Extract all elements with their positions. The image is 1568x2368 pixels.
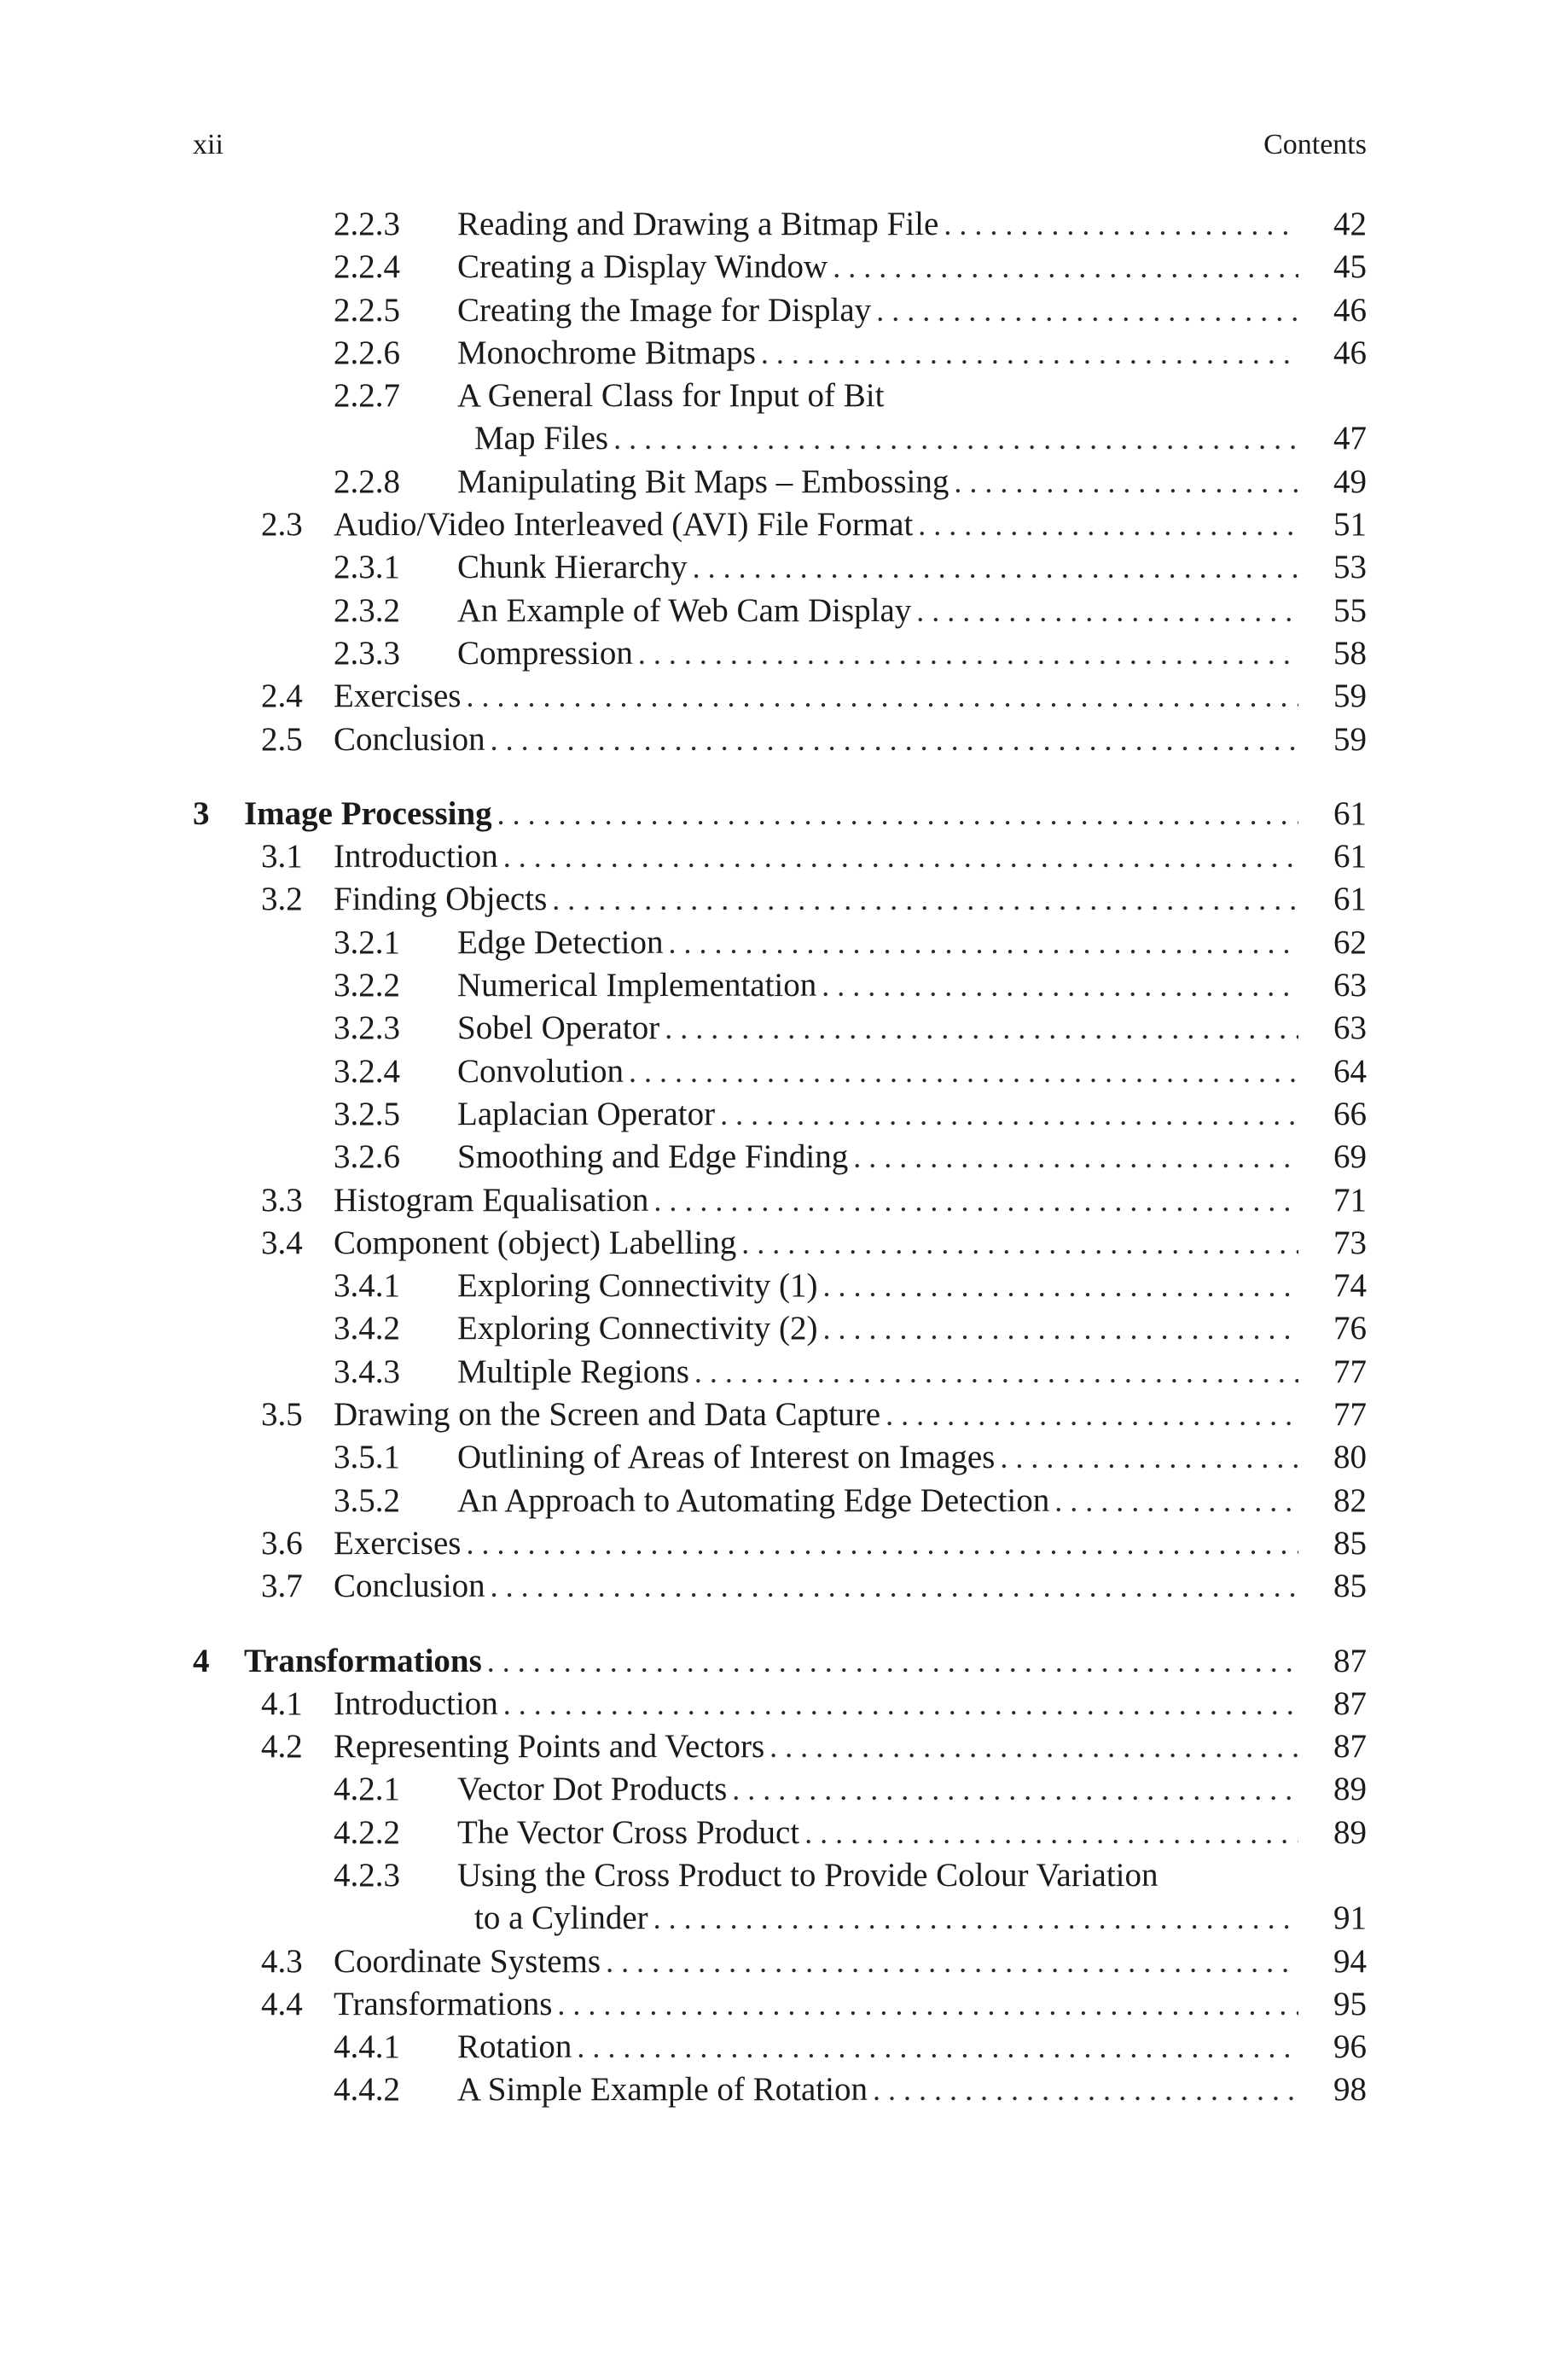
toc-entry-title: Chunk Hierarchy [457,549,688,586]
toc-entry-line [457,1093,1367,1136]
toc-entry-line [457,246,1367,288]
toc-entry-subsection [193,632,1367,675]
toc-entry-title: Audio/Video Interleaved (AVI) File Format [334,506,914,544]
dot-leader [741,1222,1298,1265]
table-of-contents [193,203,1367,2112]
toc-entry-section [193,1222,1367,1265]
toc-entry-number: 3.4.2 [334,1310,400,1347]
toc-entry-number: 4 [193,1642,210,1679]
toc-entry-number: 3.5.1 [334,1439,400,1476]
dot-leader [557,1983,1298,2026]
toc-entry-subsection [193,289,1367,332]
toc-entry-line [334,1725,1367,1768]
toc-entry-line [457,1307,1367,1350]
toc-entry-title: Map Files [474,420,609,457]
toc-entry-line [334,719,1367,761]
toc-entry-number: 2.3.3 [334,634,400,672]
toc-entry-title: Outlining of Areas of Interest on Images [457,1439,996,1476]
toc-entry-chapter [193,793,1367,835]
toc-entry-number: 3.2.3 [334,1009,400,1047]
toc-entry-page: 53 [1333,549,1367,586]
toc-entry-number: 3.4.3 [334,1353,400,1390]
toc-entry-line [457,1480,1367,1522]
toc-entry-continuation [193,417,1367,460]
toc-entry-number: 2.3.1 [334,549,400,586]
dot-leader [804,1812,1298,1854]
toc-entry-page: 87 [1333,1642,1367,1679]
toc-entry-subsection [193,2026,1367,2068]
toc-entry-title: Monochrome Bitmaps [457,334,756,371]
dot-leader [638,632,1298,675]
toc-entry-section [193,1565,1367,1608]
toc-entry-page: 64 [1333,1052,1367,1090]
toc-entry-title: Component (object) Labelling [334,1224,737,1261]
toc-entry-page: 85 [1333,1568,1367,1605]
toc-entry-number: 2.2.5 [334,291,400,329]
toc-entry-title: Representing Points and Vectors [334,1728,765,1766]
toc-entry-title: Numerical Implementation [457,967,817,1004]
toc-entry-page: 87 [1333,1728,1367,1766]
toc-entry-number: 4.3 [261,1942,303,1980]
toc-entry-title: Manipulating Bit Maps – Embossing [457,463,950,500]
toc-entry-number: 2.2.3 [334,206,400,242]
toc-entry-number: 3.6 [261,1524,303,1562]
toc-entry-page: 69 [1333,1138,1367,1176]
dot-leader [552,878,1298,921]
toc-entry-page: 91 [1333,1900,1367,1937]
toc-entry-subsection [193,375,1367,417]
toc-entry-page: 58 [1333,634,1367,672]
toc-entry-number: 3 [193,794,210,832]
toc-entry-number: 3.4.1 [334,1267,400,1305]
toc-entry-section [193,1940,1367,1983]
toc-entry-page: 96 [1333,2028,1367,2066]
toc-entry-subsection [193,1007,1367,1050]
toc-entry-number: 2.2.6 [334,334,400,371]
toc-entry-title: A General Class for Input of Bit [457,377,885,415]
running-head [193,126,1367,164]
toc-entry-page: 77 [1333,1353,1367,1390]
toc-entry-subsection [193,964,1367,1007]
toc-entry-page: 73 [1333,1224,1367,1261]
dot-leader [503,1683,1298,1725]
toc-entry-page: 62 [1333,923,1367,961]
dot-leader [822,964,1298,1007]
dot-leader [491,1565,1298,1608]
toc-entry-page: 63 [1333,1009,1367,1047]
toc-entry-line [334,1522,1367,1565]
toc-entry-page: 66 [1333,1095,1367,1132]
toc-entry-number: 3.7 [261,1568,303,1605]
toc-entry-page: 71 [1333,1181,1367,1219]
toc-entry-title: The Vector Cross Product [457,1813,800,1851]
dot-leader [720,1093,1298,1136]
toc-entry-title: Smoothing and Edge Finding [457,1138,849,1176]
running-title: Contents [1263,129,1367,160]
toc-entry-line [457,1436,1367,1479]
toc-entry-number: 4.2.1 [334,1771,400,1808]
toc-entry-line [457,1136,1367,1178]
toc-entry-section [193,1683,1367,1725]
toc-entry-title: Exercises [334,1524,462,1562]
dot-leader [873,2068,1298,2111]
toc-entry-number: 3.2 [261,881,303,918]
toc-entry-page: 82 [1333,1481,1367,1519]
toc-entry-number: 3.4 [261,1224,303,1261]
toc-entry-title: Transformations [244,1642,482,1679]
dot-leader [577,2026,1298,2068]
dot-leader [732,1768,1298,1811]
toc-entry-line [457,289,1367,332]
dot-leader [665,1007,1298,1050]
toc-entry-page: 49 [1333,463,1367,500]
toc-entry-number: 3.2.1 [334,923,400,961]
toc-entry-line [334,1683,1367,1725]
dot-leader [653,1897,1298,1940]
toc-entry-line [334,675,1367,718]
toc-entry-line [457,1812,1367,1854]
toc-entry-title: Sobel Operator [457,1009,660,1047]
toc-entry-line [244,1640,1367,1683]
toc-entry-title: Introduction [334,1684,498,1722]
toc-entry-line [334,878,1367,921]
toc-entry-subsection [193,1768,1367,1811]
toc-entry-number: 4.2.2 [334,1813,400,1851]
toc-entry-number: 4.4.2 [334,2071,400,2109]
toc-entry-title: Multiple Regions [457,1353,689,1390]
dot-leader [918,503,1298,546]
toc-entry-line [457,1854,1367,1897]
toc-entry-line [457,375,1367,417]
toc-entry-title: Finding Objects [334,881,548,918]
toc-entry-number: 3.5 [261,1396,303,1434]
toc-entry-line [457,632,1367,675]
toc-entry-number: 4.1 [261,1684,303,1722]
toc-entry-title: Rotation [457,2028,572,2066]
toc-entry-title: Creating the Image for Display [457,291,872,329]
toc-entry-number: 3.2.4 [334,1052,400,1090]
toc-entry-number: 2.3.2 [334,591,400,629]
toc-entry-line [334,1983,1367,2026]
toc-entry-subsection [193,546,1367,589]
toc-entry-title: An Example of Web Cam Display [457,591,912,629]
toc-entry-page: 61 [1333,881,1367,918]
toc-entry-page: 45 [1333,248,1367,286]
toc-entry-page: 46 [1333,291,1367,329]
toc-entry-page: 42 [1333,206,1367,242]
dot-leader [487,1640,1298,1683]
toc-entry-section [193,1393,1367,1436]
toc-entry-page: 74 [1333,1267,1367,1305]
toc-entry-section [193,1983,1367,2026]
toc-entry-title: Convolution [457,1052,624,1090]
toc-entry-subsection [193,2068,1367,2111]
toc-entry-page: 87 [1333,1684,1367,1722]
toc-entry-number: 4.2 [261,1728,303,1766]
toc-entry-title: Compression [457,634,633,672]
toc-entry-number: 2.2.7 [334,377,400,415]
toc-entry-line [334,1179,1367,1222]
toc-entry-title: An Approach to Automating Edge Detection [457,1481,1050,1519]
toc-entry-title: Histogram Equalisation [334,1181,649,1219]
toc-entry-title: Drawing on the Screen and Data Capture [334,1396,881,1434]
dot-leader [606,1940,1298,1983]
dot-leader [1054,1480,1298,1522]
toc-entry-number: 3.5.2 [334,1481,400,1519]
toc-entry-number: 2.4 [261,678,303,715]
toc-entry-subsection [193,922,1367,964]
toc-entry-number: 3.2.2 [334,967,400,1004]
dot-leader [466,1522,1298,1565]
toc-entry-subsection [193,1436,1367,1479]
dot-leader [853,1136,1298,1178]
toc-entry-page: 89 [1333,1813,1367,1851]
toc-entry-section [193,719,1367,761]
toc-entry-title: Creating a Display Window [457,248,828,286]
toc-entry-section [193,1725,1367,1768]
toc-entry-title: Transformations [334,1985,553,2022]
toc-entry-page: 61 [1333,794,1367,832]
toc-entry-title: Reading and Drawing a Bitmap File [457,206,939,242]
toc-entry-line [474,1897,1367,1940]
toc-entry-subsection [193,1307,1367,1350]
dot-leader [491,719,1298,761]
dot-leader [503,835,1298,878]
toc-entry-number: 3.2.6 [334,1138,400,1176]
toc-entry-section [193,675,1367,718]
toc-entry-page: 59 [1333,678,1367,715]
toc-entry-subsection [193,590,1367,632]
toc-entry-page: 47 [1333,420,1367,457]
dot-leader [822,1307,1298,1350]
toc-entry-title: Edge Detection [457,923,664,961]
toc-entry-page: 80 [1333,1439,1367,1476]
toc-entry-title: Exploring Connectivity (1) [457,1267,818,1305]
toc-entry-subsection [193,1093,1367,1136]
toc-entry-line [334,1565,1367,1608]
toc-entry-line [457,2026,1367,2068]
toc-entry-title: Laplacian Operator [457,1095,716,1132]
toc-entry-page: 76 [1333,1310,1367,1347]
toc-entry-page: 77 [1333,1396,1367,1434]
toc-entry-subsection [193,203,1367,246]
dot-leader [769,1725,1298,1768]
page-number: xii [193,129,224,160]
toc-entry-number: 2.2.4 [334,248,400,286]
toc-entry-title: Conclusion [334,720,485,758]
dot-leader [954,461,1298,503]
toc-entry-line [334,1393,1367,1436]
toc-entry-page: 95 [1333,1985,1367,2022]
toc-entry-subsection [193,1265,1367,1307]
dot-leader [466,675,1298,718]
toc-entry-number: 4.4 [261,1985,303,2022]
toc-entry-number: 2.3 [261,506,303,544]
toc-entry-number: 4.4.1 [334,2028,400,2066]
toc-entry-title: Exploring Connectivity (2) [457,1310,818,1347]
toc-entry-page: 51 [1333,506,1367,544]
toc-entry-line [457,1351,1367,1393]
toc-entry-subsection [193,1854,1367,1897]
toc-entry-subsection [193,1812,1367,1854]
toc-entry-page: 61 [1333,838,1367,876]
toc-entry-subsection [193,1351,1367,1393]
toc-entry-subsection [193,1480,1367,1522]
dot-leader [916,590,1298,632]
dot-leader [822,1265,1298,1307]
toc-entry-section [193,835,1367,878]
toc-entry-line [457,590,1367,632]
toc-entry-title: Conclusion [334,1568,485,1605]
toc-entry-subsection [193,1050,1367,1093]
dot-leader [693,546,1298,589]
toc-entry-page: 63 [1333,967,1367,1004]
toc-entry-number: 4.2.3 [334,1856,400,1894]
dot-leader [833,246,1298,288]
toc-entry-section [193,1179,1367,1222]
toc-entry-title: Using the Cross Product to Provide Colour Variation [457,1856,1159,1894]
toc-entry-line [457,2068,1367,2111]
dot-leader [629,1050,1298,1093]
toc-entry-title: Image Processing [244,794,492,832]
toc-entry-line [457,1265,1367,1307]
toc-entry-section [193,1522,1367,1565]
toc-entry-line [457,1007,1367,1050]
toc-entry-page: 59 [1333,720,1367,758]
toc-entry-line [334,1222,1367,1265]
toc-entry-line [244,793,1367,835]
dot-leader [1000,1436,1298,1479]
toc-entry-subsection [193,332,1367,375]
toc-entry-line [457,922,1367,964]
toc-entry-line [457,1768,1367,1811]
toc-entry-page: 55 [1333,591,1367,629]
dot-leader [876,289,1298,332]
toc-entry-line [457,1050,1367,1093]
toc-entry-number: 3.2.5 [334,1095,400,1132]
dot-leader [944,203,1298,246]
toc-entry-number: 3.1 [261,838,303,876]
dot-leader [886,1393,1298,1436]
toc-entry-subsection [193,1136,1367,1178]
toc-entry-line [457,332,1367,375]
toc-entry-number: 2.2.8 [334,463,400,500]
dot-leader [668,922,1298,964]
toc-entry-section [193,503,1367,546]
dot-leader [497,793,1298,835]
toc-entry-page: 85 [1333,1524,1367,1562]
toc-entry-subsection [193,246,1367,288]
toc-entry-title: Coordinate Systems [334,1942,601,1980]
toc-entry-title: Exercises [334,678,462,715]
toc-entry-section [193,878,1367,921]
toc-entry-title: to a Cylinder [474,1900,648,1937]
toc-entry-page: 98 [1333,2071,1367,2109]
toc-entry-line [457,964,1367,1007]
toc-entry-page: 94 [1333,1942,1367,1980]
dot-leader [694,1351,1298,1393]
toc-entry-line [334,1940,1367,1983]
toc-entry-line [334,835,1367,878]
dot-leader [761,332,1298,375]
toc-entry-line [334,503,1367,546]
toc-entry-number: 3.3 [261,1181,303,1219]
toc-entry-line [474,417,1367,460]
toc-entry-title: Introduction [334,838,498,876]
toc-entry-line [457,461,1367,503]
toc-entry-page: 46 [1333,334,1367,371]
toc-entry-title: Vector Dot Products [457,1771,728,1808]
toc-entry-chapter [193,1640,1367,1683]
toc-entry-subsection [193,461,1367,503]
dot-leader [653,1179,1298,1222]
dot-leader [613,417,1298,460]
toc-entry-page: 89 [1333,1771,1367,1808]
toc-entry-number: 2.5 [261,720,303,758]
toc-entry-title: A Simple Example of Rotation [457,2071,868,2109]
toc-entry-line [457,203,1367,246]
toc-entry-continuation [193,1897,1367,1940]
toc-entry-line [457,546,1367,589]
